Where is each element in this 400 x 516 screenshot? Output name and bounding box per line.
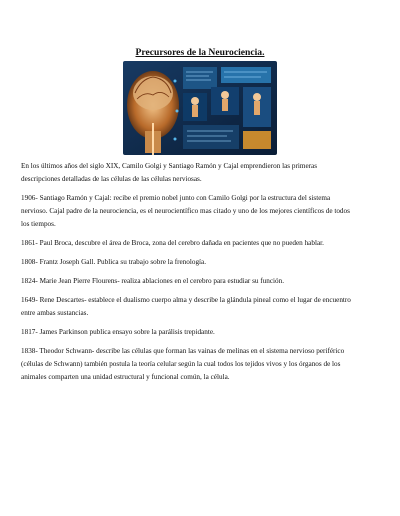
paragraph: 1838- Theodor Schwann- describe las células que forman las vainas de melinas en el sistema nervioso periférico (células de Schwann) también postula la teoría celular según la cual todos los tejidos vivos y los órganos de los animales comparten una unidad estructural y funcional común, la célula. — [21, 347, 345, 381]
paragraph: 1649- Rene Descartes- establece el dualismo cuerpo alma y describe la glándula pineal como el lugar de encuentro entre ambas sustancias. — [21, 296, 351, 317]
paragraph: 1817- James Parkinson publica ensayo sobre la parálisis trepidante. — [21, 328, 215, 336]
paragraph: 1861- Paul Broca, descubre el área de Broca, zona del cerebro dañada en pacientes que no pueden hablar. — [21, 239, 324, 247]
document-body — [21, 160, 357, 390]
paragraph: 1824- Marie Jean Pierre Flourens- realiza ablaciones en el cerebro para estudiar su función. — [21, 277, 285, 285]
brain-infographic-image — [123, 61, 277, 155]
paragraph: 1906- Santiago Ramón y Cajal: recibe el premio nobel junto con Camilo Golgi por la estructura del sistema nervioso. Cajal padre de la neurociencia, es el neurocientífico mas citado y uno de los mejores científicos de todos los tiempos. — [21, 194, 350, 228]
infographic-graphic — [123, 61, 277, 155]
document-title: Precursores de la Neurociencia. — [135, 47, 265, 58]
paragraph: En los últimos años del siglo XIX, Camilo Golgi y Santiago Ramón y Cajal emprendieron las primeras descripciones detalladas de las células de las células nerviosas. — [21, 162, 318, 183]
paragraph: 1808- Frantz Joseph Gall. Publica su trabajo sobre la frenología. — [21, 258, 207, 266]
